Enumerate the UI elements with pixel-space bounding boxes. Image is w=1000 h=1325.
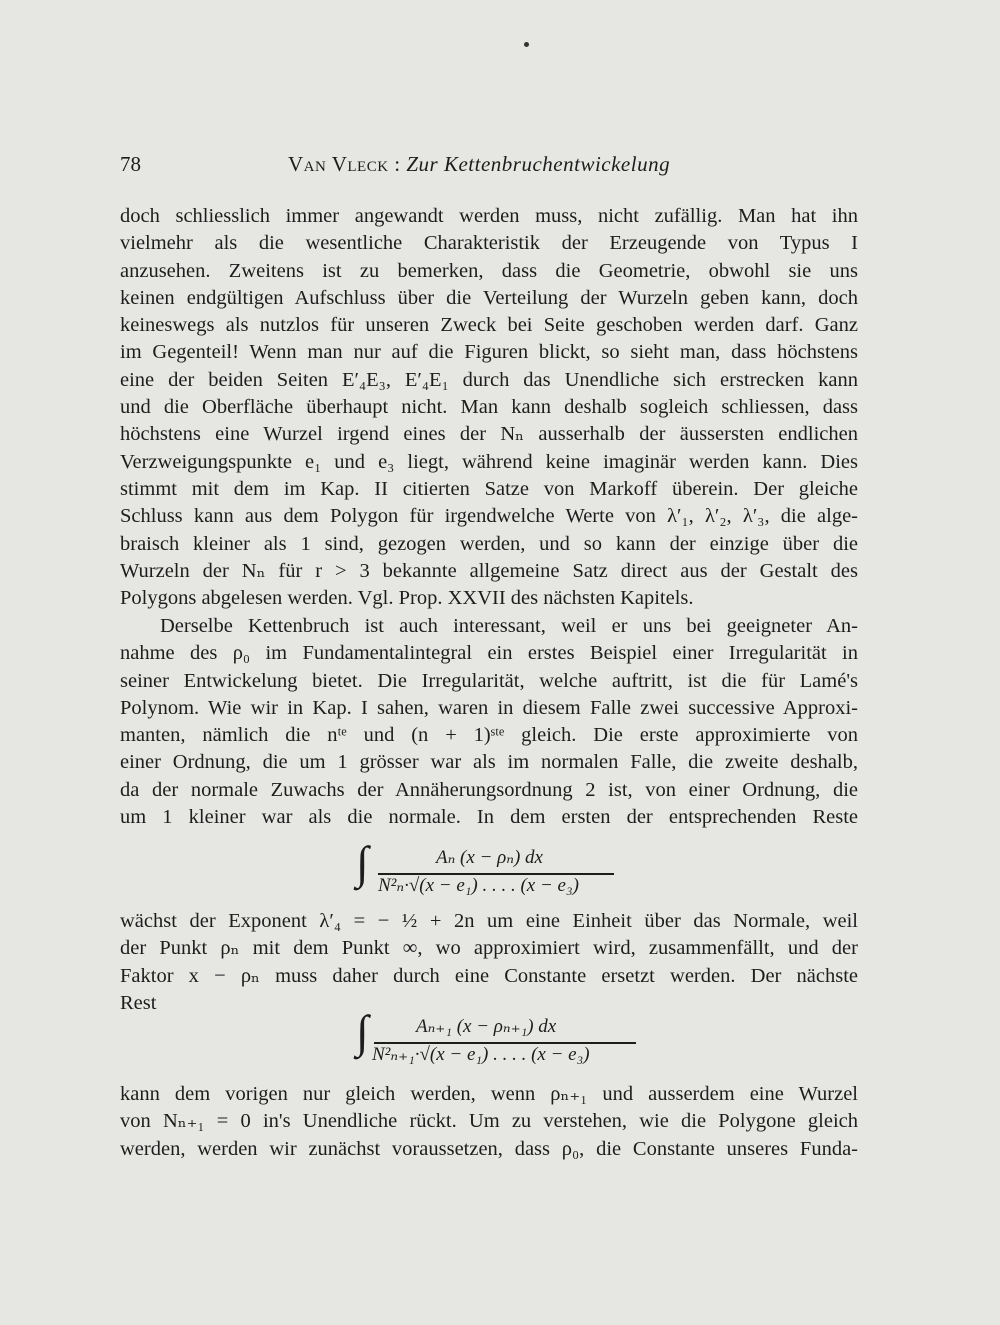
paragraph-2 xyxy=(120,613,858,831)
text-line: da der normale Zuwachs der Annäherungsordnung 2 ist, von einer Ordnung, die xyxy=(120,778,858,801)
paragraph-4 xyxy=(120,1081,858,1163)
page-number: 78 xyxy=(120,152,141,176)
running-header xyxy=(120,152,860,186)
author-name: Van Vleck xyxy=(288,152,389,176)
text-line: Polygons abgelesen werden. Vgl. Prop. XXVII des nächsten Kapitels. xyxy=(120,587,694,610)
text-line: um 1 kleiner war als die normale. In dem ersten der entsprechenden Reste xyxy=(120,806,858,829)
text-line: keinen endgültigen Aufschluss über die Verteilung der Wurzeln geben kann, doch xyxy=(120,286,858,309)
text-line: nahme des ρ₀ im Fundamentalintegral ein erstes Beispiel einer Irregularität in xyxy=(120,642,858,665)
text-line: Faktor x − ρₙ muss daher durch eine Constante ersetzt werden. Der nächste xyxy=(120,964,858,987)
text-line: keineswegs als nutzlos für unseren Zweck bei Seite geschoben werden darf. Ganz xyxy=(120,314,858,337)
text-line: höchstens eine Wurzel irgend eines der Nₙ ausserhalb der äussersten endlichen xyxy=(120,423,858,446)
text-line: im Gegenteil! Wenn man nur auf die Figuren blickt, so sieht man, dass höchstens xyxy=(120,341,858,364)
ink-speck xyxy=(524,42,529,47)
text-line: vielmehr als die wesentliche Charakteristik der Erzeugende von Typus I xyxy=(120,232,858,255)
text-line: Wurzeln der Nₙ für r > 3 bekannte allgemeine Satz direct aus der Gestalt des xyxy=(120,559,858,582)
text-line: werden, werden wir zunächst voraussetzen, dass ρ₀, die Constante unseres Funda- xyxy=(120,1137,858,1160)
header-separator: : xyxy=(394,152,401,176)
formula-1 xyxy=(356,837,656,906)
text-line: von Nₙ₊₁ = 0 in's Unendliche rückt. Um zu verstehen, wie die Polygone gleich xyxy=(120,1110,858,1133)
text-line: Polynom. Wie wir in Kap. I sahen, waren in diesem Falle zwei successive Approxi- xyxy=(120,696,858,719)
formula-numerator: Aₙ (x − ρₙ) dx xyxy=(436,847,543,868)
formula-numerator: Aₙ₊₁ (x − ρₙ₊₁) dx xyxy=(416,1016,557,1037)
text-line: und die Oberfläche überhaupt nicht. Man kann deshalb sogleich schliessen, dass xyxy=(120,396,858,419)
text-line: Schluss kann aus dem Polygon für irgendwelche Werte von λ′₁, λ′₂, λ′₃, die alge- xyxy=(120,505,858,528)
running-title-line xyxy=(288,152,670,177)
text-line: der Punkt ρₙ mit dem Punkt ∞, wo approximiert wird, zusammenfällt, und der xyxy=(120,937,858,960)
text-line: Rest xyxy=(120,991,157,1014)
formula-denominator: N²ₙ₊₁·√(x − e₁) . . . . (x − e₃) xyxy=(372,1044,590,1065)
text-line: Derselbe Kettenbruch ist auch interessant, weil er uns bei geeigneter An- xyxy=(160,615,858,637)
text-line: Verzweigungspunkte e₁ und e₃ liegt, während keine imaginär werden kann. Dies xyxy=(120,450,858,473)
text-line: anzusehen. Zweitens ist zu bemerken, dass die Geometrie, obwohl sie uns xyxy=(120,259,858,282)
text-line: wächst der Exponent λ′₄ = − ½ + 2n um eine Einheit über das Normale, weil xyxy=(120,910,858,932)
text-line: manten, nämlich die nᵗᵉ und (n + 1)ˢᵗᵉ gleich. Die erste approximierte von xyxy=(120,724,858,747)
text-line: einer Ordnung, die um 1 grösser war als im normalen Falle, die zweite deshalb, xyxy=(120,751,858,774)
text-line: stimmt mit dem im Kap. II citierten Satze von Markoff überein. Der gleiche xyxy=(120,477,858,500)
running-title: Zur Kettenbruchentwickelung xyxy=(406,152,671,176)
paragraph-1 xyxy=(120,203,858,612)
text-line: doch schliesslich immer angewandt werden muss, nicht zufällig. Man hat ihn xyxy=(120,205,858,227)
formula-2 xyxy=(356,1006,656,1075)
text-line: seiner Entwickelung bietet. Die Irregularität, welche auftritt, ist die für Lamé's xyxy=(120,669,858,692)
text-line: eine der beiden Seiten E′₄E₃, E′₄E₁ durch das Unendliche sich erstrecken kann xyxy=(120,368,858,391)
text-line: kann dem vorigen nur gleich werden, wenn ρₙ₊₁ und ausserdem eine Wurzel xyxy=(120,1083,858,1105)
paragraph-3 xyxy=(120,908,858,1017)
formula-denominator: N²ₙ·√(x − e₁) . . . . (x − e₃) xyxy=(378,875,579,896)
integral-sign: ∫ xyxy=(356,837,369,888)
text-line: braisch kleiner als 1 sind, gezogen werden, und so kann der einzige über die xyxy=(120,532,858,555)
integral-sign: ∫ xyxy=(356,1006,369,1057)
